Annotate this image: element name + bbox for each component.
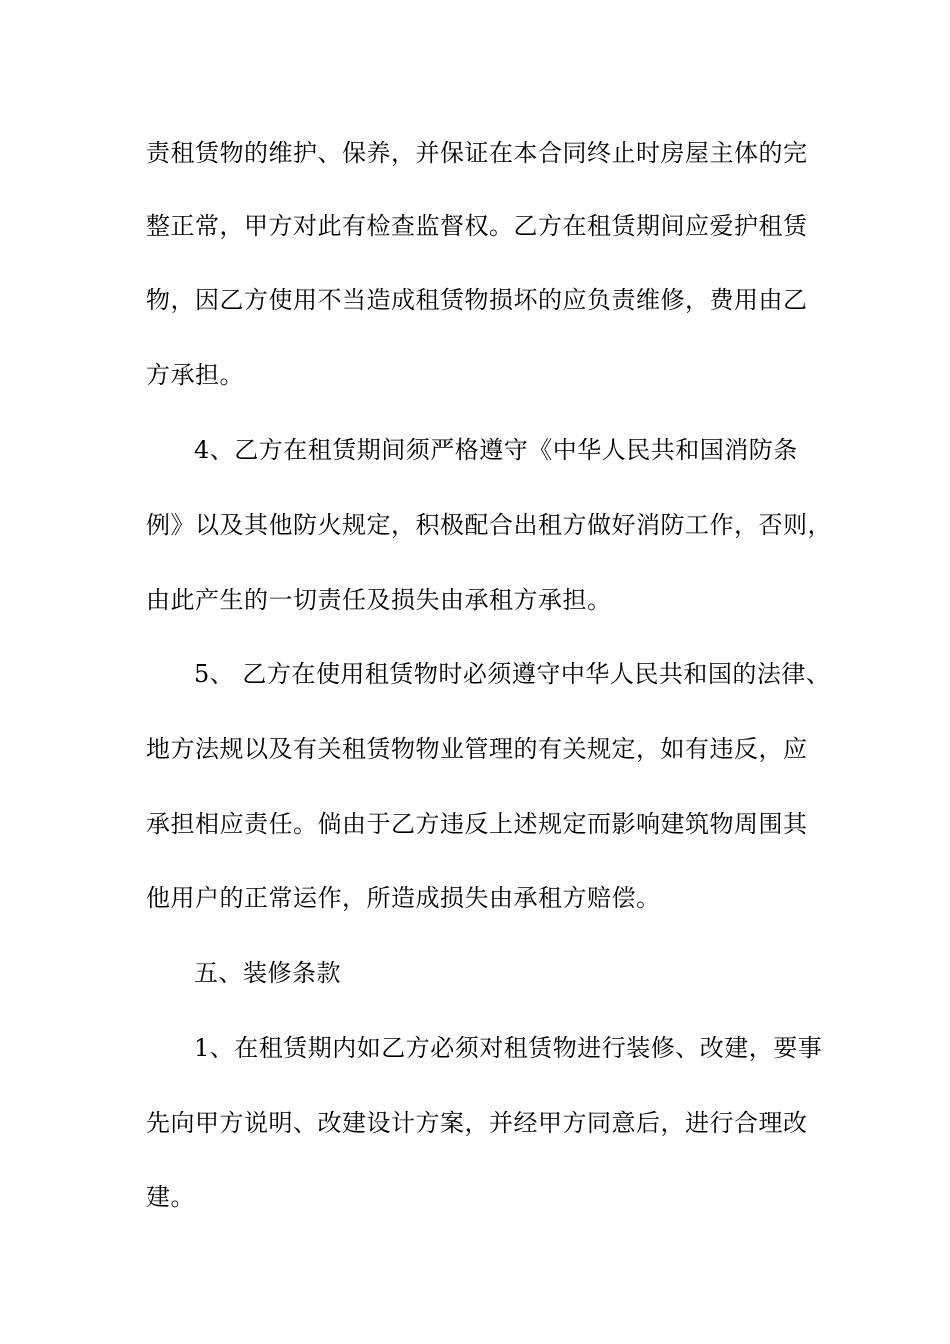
paragraph-line: 由此产生的一切责任及损失由承租方承担。 [146,586,612,614]
paragraph-line: 整正常，甲方对此有检查监督权。乙方在租赁期间应爱护租赁 [146,212,808,240]
paragraph-line: 4、乙方在租赁期间须严格遵守《中华人民共和国消防条 [194,436,798,464]
paragraph-line: 承担相应责任。倘由于乙方违反上述规定而影响建筑物周围其 [146,810,808,838]
paragraph-line: 他用户的正常运作，所造成损失由承租方赔偿。 [146,884,661,912]
paragraph-line: 物，因乙方使用不当造成租赁物损坏的应负责维修，费用由乙 [146,286,808,314]
paragraph-line: 例》以及其他防火规定，积极配合出租方做好消防工作，否则， [146,511,832,539]
paragraph-line: 先向甲方说明、改建设计方案，并经甲方同意后，进行合理改 [146,1109,808,1137]
paragraph-line: 建。 [146,1183,195,1211]
section-heading: 五、装修条款 [194,959,341,987]
paragraph-line: 1、在租赁期内如乙方必须对租赁物进行装修、改建，要事 [194,1034,823,1062]
paragraph-line: 责租赁物的维护、保养，并保证在本合同终止时房屋主体的完 [146,139,808,167]
paragraph-line: 5、 乙方在使用租赁物时必须遵守中华人民共和国的法律、 [194,660,831,688]
paragraph-line: 地方法规以及有关租赁物物业管理的有关规定，如有违反，应 [146,735,808,763]
paragraph-line: 方承担。 [146,361,244,389]
